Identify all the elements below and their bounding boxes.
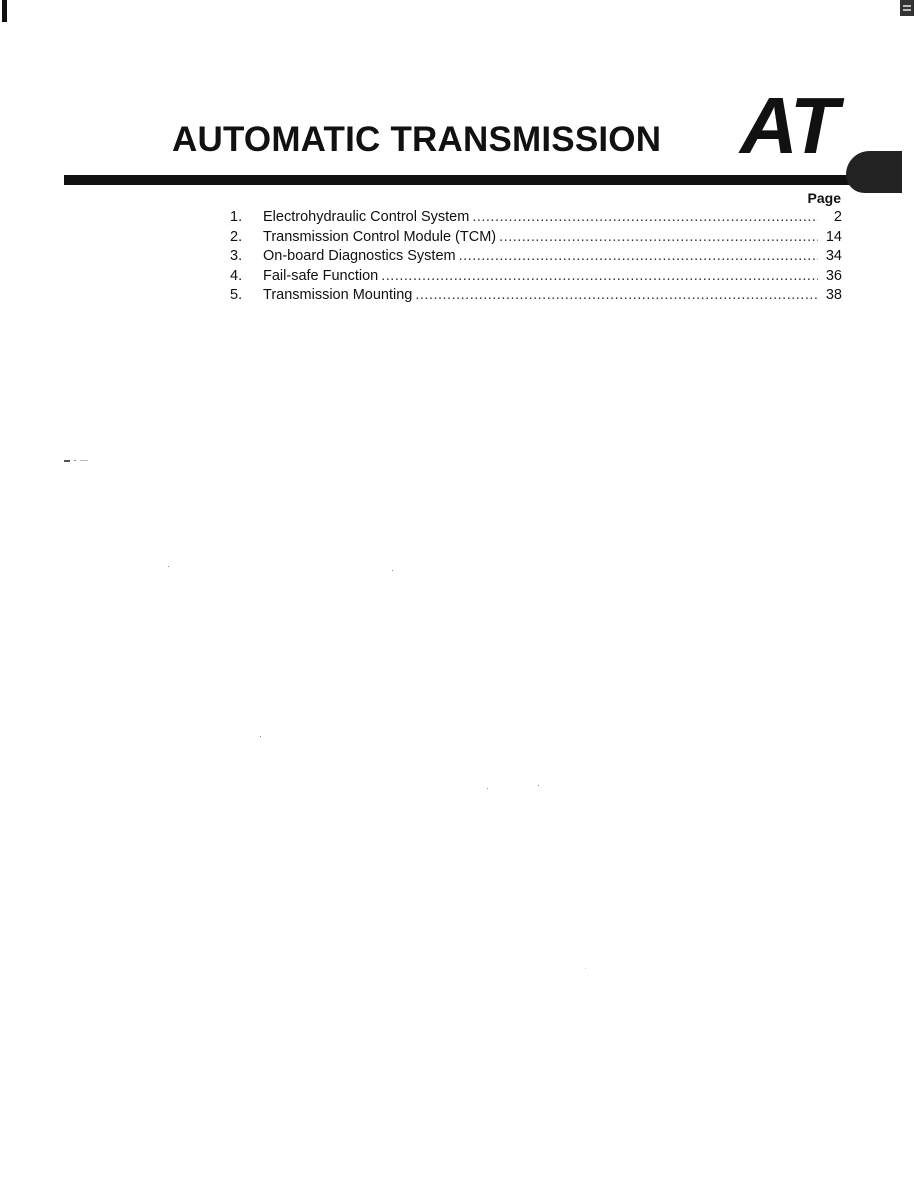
toc-item-number: 2. [230, 228, 243, 245]
toc-page-heading: Page [807, 190, 841, 206]
toc-item-title: Electrohydraulic Control System [263, 209, 470, 225]
toc-item[interactable] [230, 267, 842, 287]
toc-item-page: 14 [825, 228, 842, 245]
toc-dot-leader [459, 247, 818, 267]
toc-item-number: 1. [230, 209, 243, 225]
scan-speck [74, 460, 76, 461]
toc-item[interactable] [230, 228, 842, 248]
toc-item-page: 2 [833, 209, 842, 225]
scan-speck [487, 788, 488, 789]
toc-item[interactable] [230, 286, 842, 306]
toc-item-page: 34 [825, 248, 842, 264]
page-title: AUTOMATIC TRANSMISSION [172, 120, 662, 159]
section-thumb-tab [846, 151, 902, 193]
title-divider [64, 175, 853, 185]
scan-speck [168, 566, 169, 567]
toc-item-title: Transmission Control Module (TCM) [263, 228, 497, 245]
toc-item-page: 38 [825, 287, 842, 303]
toc-dot-leader [415, 286, 818, 306]
toc-dot-leader [381, 267, 818, 287]
toc-item-title: Transmission Mounting [263, 287, 413, 303]
scan-speck [260, 736, 261, 737]
table-of-contents [230, 208, 842, 306]
scan-speck [585, 968, 586, 969]
scan-speck [64, 460, 70, 462]
toc-dot-leader [472, 208, 818, 228]
scan-speck [392, 570, 393, 571]
toc-item-number: 5. [230, 287, 243, 303]
toc-dot-leader [499, 228, 818, 248]
toc-item-number: 4. [230, 267, 243, 284]
toc-item-number: 3. [230, 248, 243, 264]
scan-speck [538, 785, 539, 786]
toc-item-page: 36 [825, 267, 842, 284]
toc-item-title: Fail-safe Function [263, 267, 379, 284]
toc-item[interactable] [230, 208, 842, 228]
scan-corner-icon [900, 0, 914, 16]
section-code: AT [740, 81, 837, 170]
toc-item-title: On-board Diagnostics System [263, 248, 456, 264]
toc-item[interactable] [230, 247, 842, 267]
scan-speck [80, 460, 88, 461]
scan-registration-mark [2, 0, 7, 22]
